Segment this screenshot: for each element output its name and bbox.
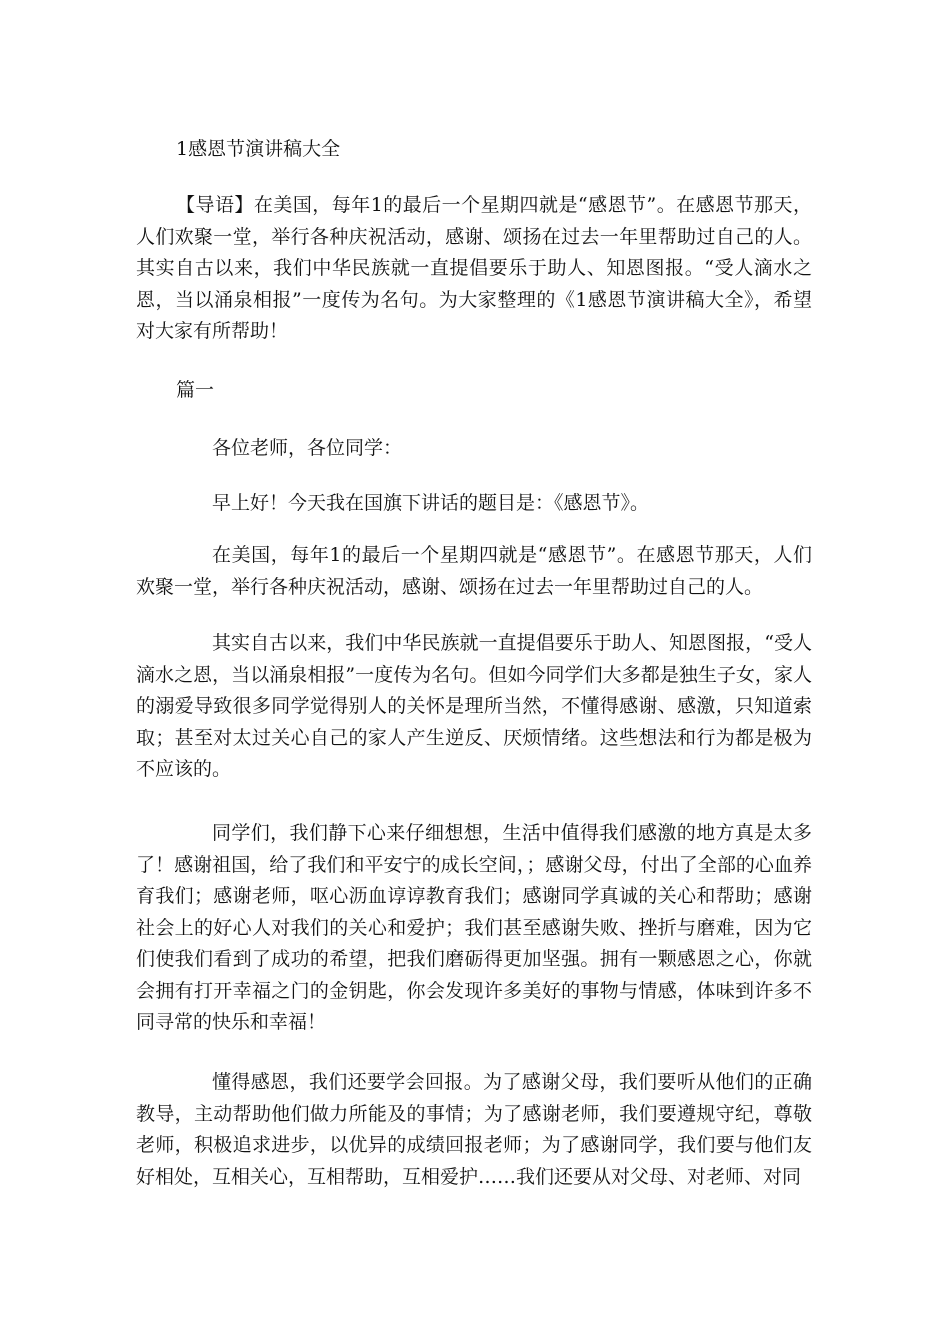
body-paragraph-2: 其实自古以来，我们中华民族就一直提倡要乐于助人、知恩图报，“受人滴水之恩，当以涌泉相报”一度传为名句。但如今同学们大多都是独生子女，家人的溺爱导致很多同学觉得别人的关怀是理所当然，不懂得感谢、感激，只知道索取；甚至对太过关心自己的家人产生逆反、厌烦情绪。这些想法和行为都是极为不应该的。	[136, 632, 812, 780]
document-title: 1感恩节演讲稿大全	[176, 138, 341, 160]
body-paragraph-1: 在美国，每年1的最后一个星期四就是“感恩节”。在感恩节那天，人们欢聚一堂，举行各种庆祝活动，感谢、颂扬在过去一年里帮助过自己的人。	[136, 544, 812, 598]
body-paragraph-4: 懂得感恩，我们还要学会回报。为了感谢父母，我们要听从他们的正确教导，主动帮助他们做力所能及的事情；为了感谢老师，我们要遵规守纪，尊敬老师，积极追求进步，以优异的成绩回报老师；为了感谢同学，我们要与他们友好相处，互相关心，互相帮助，互相爱护……我们还要从对父母、对老师、对同	[136, 1071, 812, 1188]
section-heading: 篇一	[176, 379, 215, 401]
salutation-line: 各位老师，各位同学：	[212, 437, 403, 459]
body-paragraph-3: 同学们，我们静下心来仔细想想，生活中值得我们感激的地方真是太多了！感谢祖国，给了我们和平安宁的成长空间，；感谢父母，付出了全部的心血养育我们；感谢老师，呕心沥血谆谆教育我们；感谢同学真诚的关心和帮助；感谢社会上的好心人对我们的关心和爱护；我们甚至感谢失败、挫折与磨难，因为它们使我们看到了成功的希望，把我们磨砺得更加坚强。拥有一颗感恩之心，你就会拥有打开幸福之门的金钥匙，你会发现许多美好的事物与情感，体味到许多不同寻常的快乐和幸福！	[136, 822, 812, 1033]
greeting-line: 早上好！今天我在国旗下讲话的题目是：《感恩节》。	[212, 492, 650, 514]
intro-paragraph: 【导语】在美国，每年1的最后一个星期四就是“感恩节”。在感恩节那天，人们欢聚一堂，举行各种庆祝活动，感谢、颂扬在过去一年里帮助过自己的人。其实自古以来，我们中华民族就一直提倡要乐于助人、知恩图报。“受人滴水之恩，当以涌泉相报”一度传为名句。为大家整理的《1感恩节演讲稿大全》，希望对大家有所帮助！	[136, 194, 812, 342]
